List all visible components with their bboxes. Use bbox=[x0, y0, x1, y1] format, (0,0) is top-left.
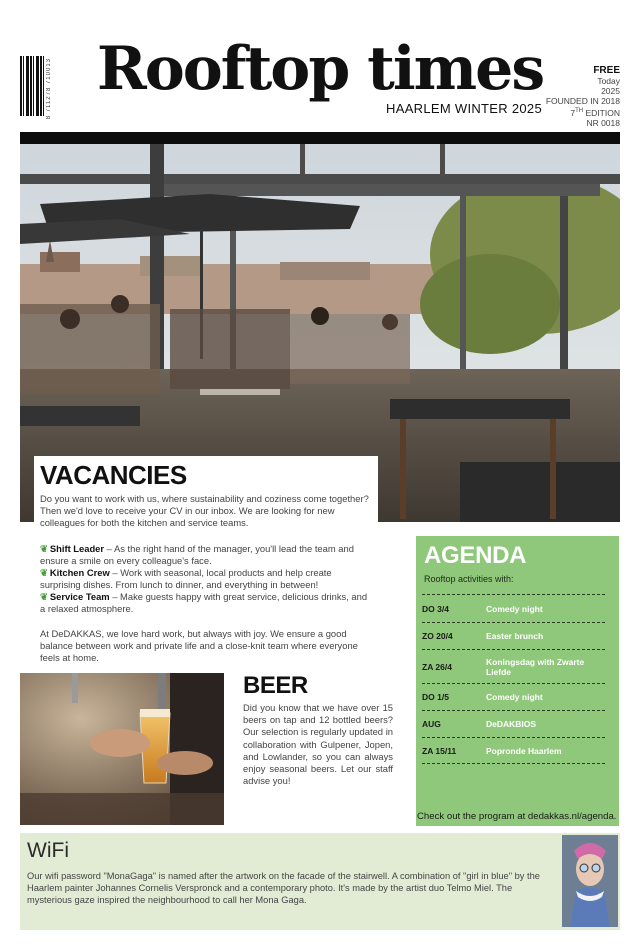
edition-label: 7TH EDITION bbox=[570, 107, 620, 118]
free-label: FREE bbox=[593, 65, 620, 76]
role-item: ❦ Shift Leader – As the right hand of the manager, you'll lead the team and ensure a smile on every colleague's face. bbox=[40, 543, 354, 566]
issue-number: NR 0018 bbox=[586, 117, 620, 128]
agenda-row: AUG DeDAKBIOS bbox=[422, 710, 605, 737]
wifi-panel bbox=[20, 833, 620, 930]
agenda-footer[interactable]: Check out the program at dedakkas.nl/agenda. bbox=[417, 811, 617, 822]
vacancies-roles bbox=[40, 543, 370, 615]
agenda-row: ZO 20/4 Easter brunch bbox=[422, 622, 605, 649]
agenda-row: ZA 15/11 Popronde Haarlem bbox=[422, 737, 605, 764]
agenda-row: DO 3/4 Comedy night bbox=[422, 594, 605, 622]
wifi-title: WiFi bbox=[27, 839, 69, 862]
header-divider bbox=[20, 132, 620, 144]
vacancies-intro: Do you want to work with us, where sustainability and coziness come together? Then we'd love to receive your CV in our inbox. We are looking for new colleagues for both the kitchen and service teams. bbox=[40, 493, 369, 528]
issue-meta bbox=[546, 66, 620, 128]
today-label: Today bbox=[597, 76, 620, 86]
wifi-text: Our wifi password "MonaGaga" is named after the artwork on the facade of the stairwell. A combination of "girl in blue" by the Haarlem painter Johannes Cornelis Verspronck and a contemporary photo. It's made by the artist duo Telmo Miel. The mysterious gaze inspired the neighbourhood to call her Mona Gaga. bbox=[27, 871, 540, 905]
agenda-list bbox=[422, 594, 605, 764]
leaf-icon: ❦ bbox=[40, 543, 48, 554]
founded-label: FOUNDED IN 2018 bbox=[545, 96, 620, 106]
masthead-title: Rooftop times bbox=[96, 34, 544, 104]
agenda-row: ZA 26/4 Koningsdag with Zwarte Liefde bbox=[422, 649, 605, 683]
year-label: 2025 bbox=[601, 86, 620, 96]
vacancies-closing: At DeDAKKAS, we love hard work, but always with joy. We ensure a good balance between work and private life and a close-knit team where everyone feels at home. bbox=[40, 628, 358, 663]
beer-tap-photo bbox=[20, 673, 224, 825]
beer-text: Did you know that we have over 15 beers on tap and 12 bottled beers? Our selection is regularly updated in collaboration with Gulpener, Jopen, and Lowlander, so you can always enjoy seasonal beers. Let our staff advise you! bbox=[243, 702, 393, 787]
agenda-subtitle: Rooftop activities with: bbox=[424, 574, 514, 584]
vacancies-title: VACANCIES bbox=[40, 460, 187, 490]
beer-title: BEER bbox=[243, 672, 308, 699]
role-item: ❦ Service Team – Make guests happy with great service, delicious drinks, and a relaxed atmosphere. bbox=[40, 591, 368, 614]
agenda-title: AGENDA bbox=[424, 542, 527, 569]
mona-gaga-artwork bbox=[562, 835, 618, 927]
edition-line: HAARLEM WINTER 2025 bbox=[386, 101, 542, 116]
agenda-row: DO 1/5 Comedy night bbox=[422, 683, 605, 710]
barcode-number: 8 711278 710013 bbox=[46, 58, 52, 120]
role-item: ❦ Kitchen Crew – Work with seasonal, local products and help create surprising dishes. From lunch to dinner, and everything in between! bbox=[40, 567, 332, 590]
agenda-panel bbox=[416, 536, 619, 826]
vacancies-header-box bbox=[34, 456, 378, 526]
leaf-icon: ❦ bbox=[40, 567, 48, 578]
leaf-icon: ❦ bbox=[40, 591, 48, 602]
